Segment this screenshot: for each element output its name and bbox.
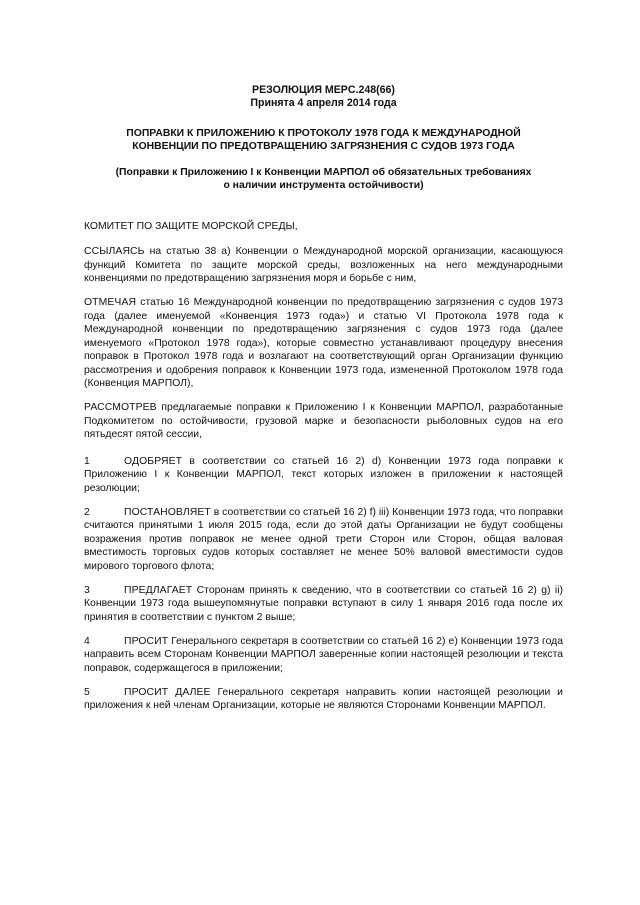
preamble-paragraph-2 — [84, 296, 563, 391]
operative-paragraph-3 — [84, 584, 563, 625]
adoption-date: Принята 4 апреля 2014 года — [250, 97, 397, 109]
operative-keyword: ПРОСИТ ДАЛЕЕ — [124, 686, 211, 698]
preamble-paragraph-1 — [84, 245, 563, 286]
operative-paragraph-4 — [84, 635, 563, 676]
subtitle-line-2: о наличии инструмента остойчивости) — [223, 180, 424, 191]
preamble-section — [84, 245, 563, 442]
operative-paragraph-1 — [84, 455, 563, 496]
subtitle-line-1: (Поправки к Приложению I к Конвенции МАРПОЛ об обязательных требованиях — [115, 167, 532, 178]
document-page — [84, 84, 563, 713]
title-line-1: ПОПРАВКИ К ПРИЛОЖЕНИЮ К ПРОТОКОЛУ 1978 ГОДА К МЕЖДУНАРОДНОЙ — [126, 128, 521, 139]
preamble-keyword: ОТМЕЧАЯ — [84, 297, 137, 308]
paragraph-number: 4 — [84, 635, 90, 647]
document-title — [84, 127, 563, 153]
document-subtitle — [84, 166, 563, 192]
committee-heading: КОМИТЕТ ПО ЗАЩИТЕ МОРСКОЙ СРЕДЫ, — [84, 221, 298, 232]
operative-text: в соответствии со статьей 16 2) d) Конвенции 1973 года поправки к Приложению I к Конвенции МАРПОЛ, текст которых изложен в приложении к настоящей резолюции; — [84, 455, 563, 494]
operative-paragraph-2 — [84, 506, 563, 574]
operative-keyword: ПРОСИТ — [124, 635, 169, 647]
resolution-header — [84, 84, 563, 110]
paragraph-number: 2 — [84, 506, 90, 518]
preamble-text: предлагаемые поправки к Приложению I к Конвенции МАРПОЛ, разработанные Подкомитетом по остойчивости, грузовой марке и безопасности рыболовных судов на его пятьдесят пятой сессии, — [84, 402, 563, 440]
preamble-paragraph-3 — [84, 401, 563, 442]
operative-text: в соответствии со статьей 16 2) f) iii) Конвенции 1973 года, что поправки считаются принятыми 1 июля 2015 года, если до этой даты Организации не будут сообщены возражения против поправок не менее одной трети Сторон или Сторон, общая валовая вместимость торговых судов которых составляет не менее 50% валовой вместимости судов мирового торгового флота; — [84, 506, 563, 572]
preamble-keyword: ССЫЛАЯСЬ — [84, 246, 145, 257]
operative-text: Сторонам принять к сведению, что в соответствии со статьей 16 2) g) ii) Конвенции 1973 года вышеупомянутые поправки вступают в силу 1 января 2016 года после их принятия в соответствии с пунктом 2 выше; — [84, 584, 563, 623]
paragraph-number: 1 — [84, 455, 90, 467]
preamble-keyword: РАССМОТРЕВ — [84, 402, 157, 413]
resolution-number: РЕЗОЛЮЦИЯ MEPC.248(66) — [252, 84, 395, 96]
preamble-text: на статью 38 a) Конвенции о Международной морской организации, касающуюся функций Комитета по защите морской среды, возложенных на него международными конвенциями по предотвращению загрязнения моря и борьбе с ним, — [84, 246, 563, 284]
operative-section — [84, 455, 563, 713]
operative-keyword: ПРЕДЛАГАЕТ — [124, 584, 193, 596]
preamble-text: статью 16 Международной конвенции по предотвращению загрязнения с судов 1973 года (далее именуемой «Конвенция 1973 года») и статью VI Протокола 1978 года к Международной конвенции по предотвращению загрязнения с судов 1973 года (далее именуемого «Протокол 1978 года»), которые совместно устанавливают процедуру внесения поправок в Протокол 1978 года и возлагают на соответствующий орган Организации функцию рассмотрения и одобрения поправок к Конвенции 1973 года, измененной Протоколом 1978 года (Конвенция МАРПОЛ), — [84, 297, 563, 389]
operative-paragraph-5 — [84, 686, 563, 713]
operative-keyword: ОДОБРЯЕТ — [124, 455, 183, 467]
title-line-2: КОНВЕНЦИИ ПО ПРЕДОТВРАЩЕНИЮ ЗАГРЯЗНЕНИЯ С СУДОВ 1973 ГОДА — [132, 141, 515, 152]
operative-keyword: ПОСТАНОВЛЯЕТ — [124, 506, 211, 518]
paragraph-number: 3 — [84, 584, 90, 596]
operative-text: Генерального секретаря направить копии настоящей резолюции и приложения к ней членам Организации, которые не являются Сторонами Конвенции МАРПОЛ. — [84, 686, 563, 711]
operative-text: Генерального секретаря в соответствии со статьей 16 2) e) Конвенции 1973 года направить всем Сторонам Конвенции МАРПОЛ заверенные копии настоящей резолюции и текста поправок, содержащегося в приложении; — [84, 635, 563, 674]
paragraph-number: 5 — [84, 686, 90, 698]
